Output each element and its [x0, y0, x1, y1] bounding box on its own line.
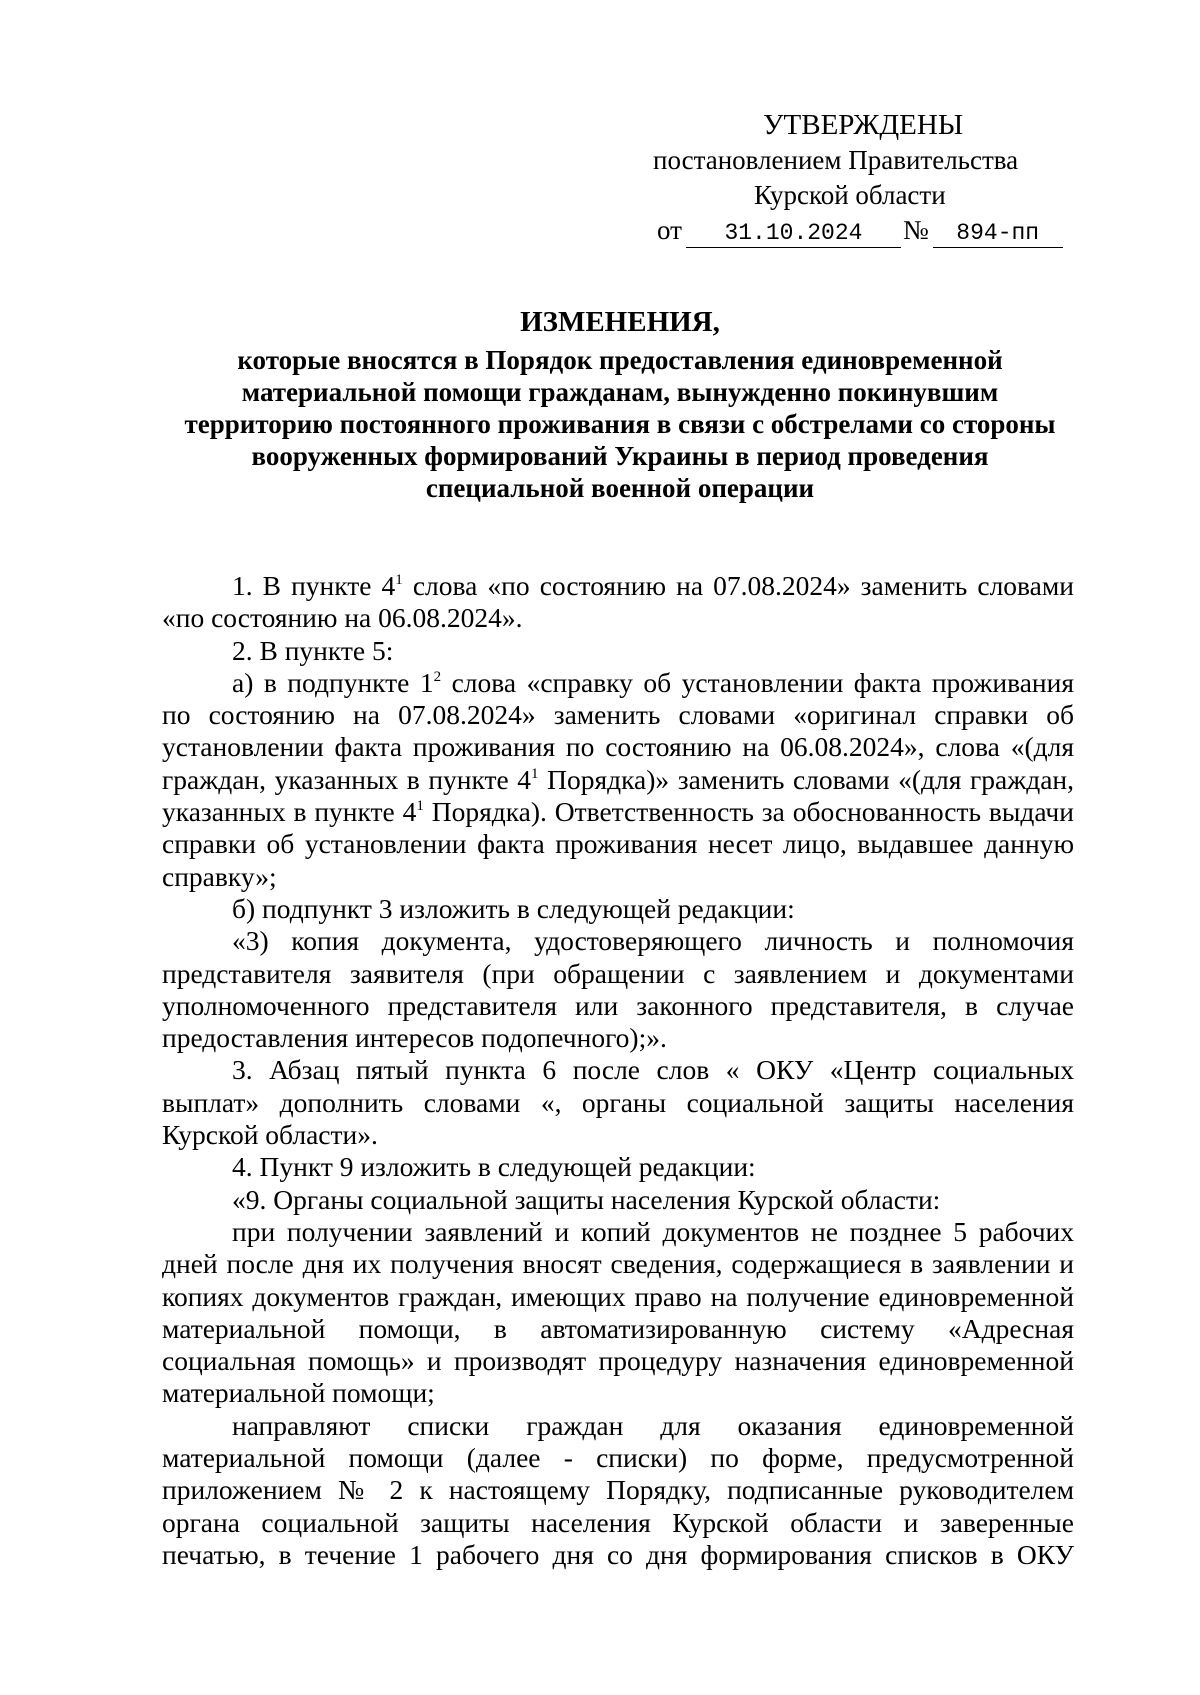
title-line: которые вносятся в Порядок предоставления единовременной	[237, 345, 1003, 375]
superscript: 1	[395, 572, 403, 588]
approval-stamp	[600, 108, 1100, 248]
paragraph-receipt: при получении заявлений и копий документов не позднее 5 рабочих дней после дня их получения вносят сведения, содержащиеся в заявлении и копиях документов граждан, имеющих право на получение единовременной материальной помощи, в автоматизированную систему «Адресная социальная помощь» и производят процедуру назначения единовременной материальной помощи;	[162, 1215, 1074, 1409]
paragraph-quote-3: «3) копия документа, удостоверяющего личность и полномочия представителя заявителя (при обращении с заявлением и документами уполномоченного представителя или законного представителя, в случае предоставления интересов подопечного);».	[162, 925, 1074, 1054]
date-prefix: от	[657, 215, 682, 245]
paragraph-lists: направляют списки граждан для оказания единовременной материальной помощи (далее - списки) по форме, предусмотренной приложением № 2 к настоящему Порядку, подписанные руководителем органа социальной защиты населения Курской области и заверенные печатью, в течение 1 рабочего дня со дня формирования списков в ОКУ	[162, 1409, 1074, 1570]
superscript: 2	[433, 668, 442, 685]
paragraph-item-4: 4. Пункт 9 изложить в следующей редакции:	[232, 1151, 756, 1183]
superscript: 1	[416, 798, 424, 815]
paragraph-quote-9: «9. Органы социальной защиты населения Курской области:	[232, 1183, 941, 1215]
number-prefix: №	[902, 215, 929, 245]
title-line: специальной военной операции	[425, 473, 815, 503]
document-body	[162, 570, 1074, 1571]
paragraph-item-3: 3. Абзац пятый пункта 6 после слов « ОКУ «Центр социальных выплат» дополнить словами «, органы социальной защиты населения Курской области».	[162, 1054, 1074, 1151]
title-line: вооруженных формирований Украины в период проведения	[251, 441, 989, 471]
superscript: 1	[531, 765, 539, 782]
approval-line-resolution: постановлением Правительства	[653, 145, 1019, 175]
paragraph-subitem-a: а) в подпункте $1^2$ слова «справку об установлении факта проживания по состоянию на 07.08.2024» заменить словами «оригинал справки об установлении факта проживания по состоянию на 06.08.2024», слова «(для граждан, указанных в пункте $4^1$ Порядка)» заменить словами «(для граждан, указанных в пункте $4^1$ Порядка). Ответственность за обоснованность выдачи справки об установлении факта проживания несет лицо, выдавшее данную справку»;	[162, 666, 1075, 892]
approval-number: 894-пп	[933, 219, 1063, 248]
approval-heading: УТВЕРЖДЕНЫ	[763, 109, 964, 141]
approval-date-number-line	[600, 213, 1100, 248]
paragraph-item-2: 2. В пункте 5:	[232, 634, 394, 666]
document-title	[140, 305, 1100, 504]
approval-date: 31.10.2024	[686, 219, 901, 248]
title-main: ИЗМЕНЕНИЯ,	[520, 306, 720, 338]
title-line: материальной помощи гражданам, вынужденно покинувшим	[241, 377, 999, 407]
approval-line-region: Курской области	[754, 180, 946, 210]
paragraph-subitem-b: б) подпункт 3 изложить в следующей редакции:	[232, 892, 795, 924]
paragraph-item-1: 1. В пункте $4^1$ слова «по состоянию на 07.08.2024» заменить словами «по состоянию на 06.08.2024».	[162, 570, 1074, 634]
title-line: территорию постоянного проживания в связи с обстрелами со стороны	[184, 409, 1056, 439]
